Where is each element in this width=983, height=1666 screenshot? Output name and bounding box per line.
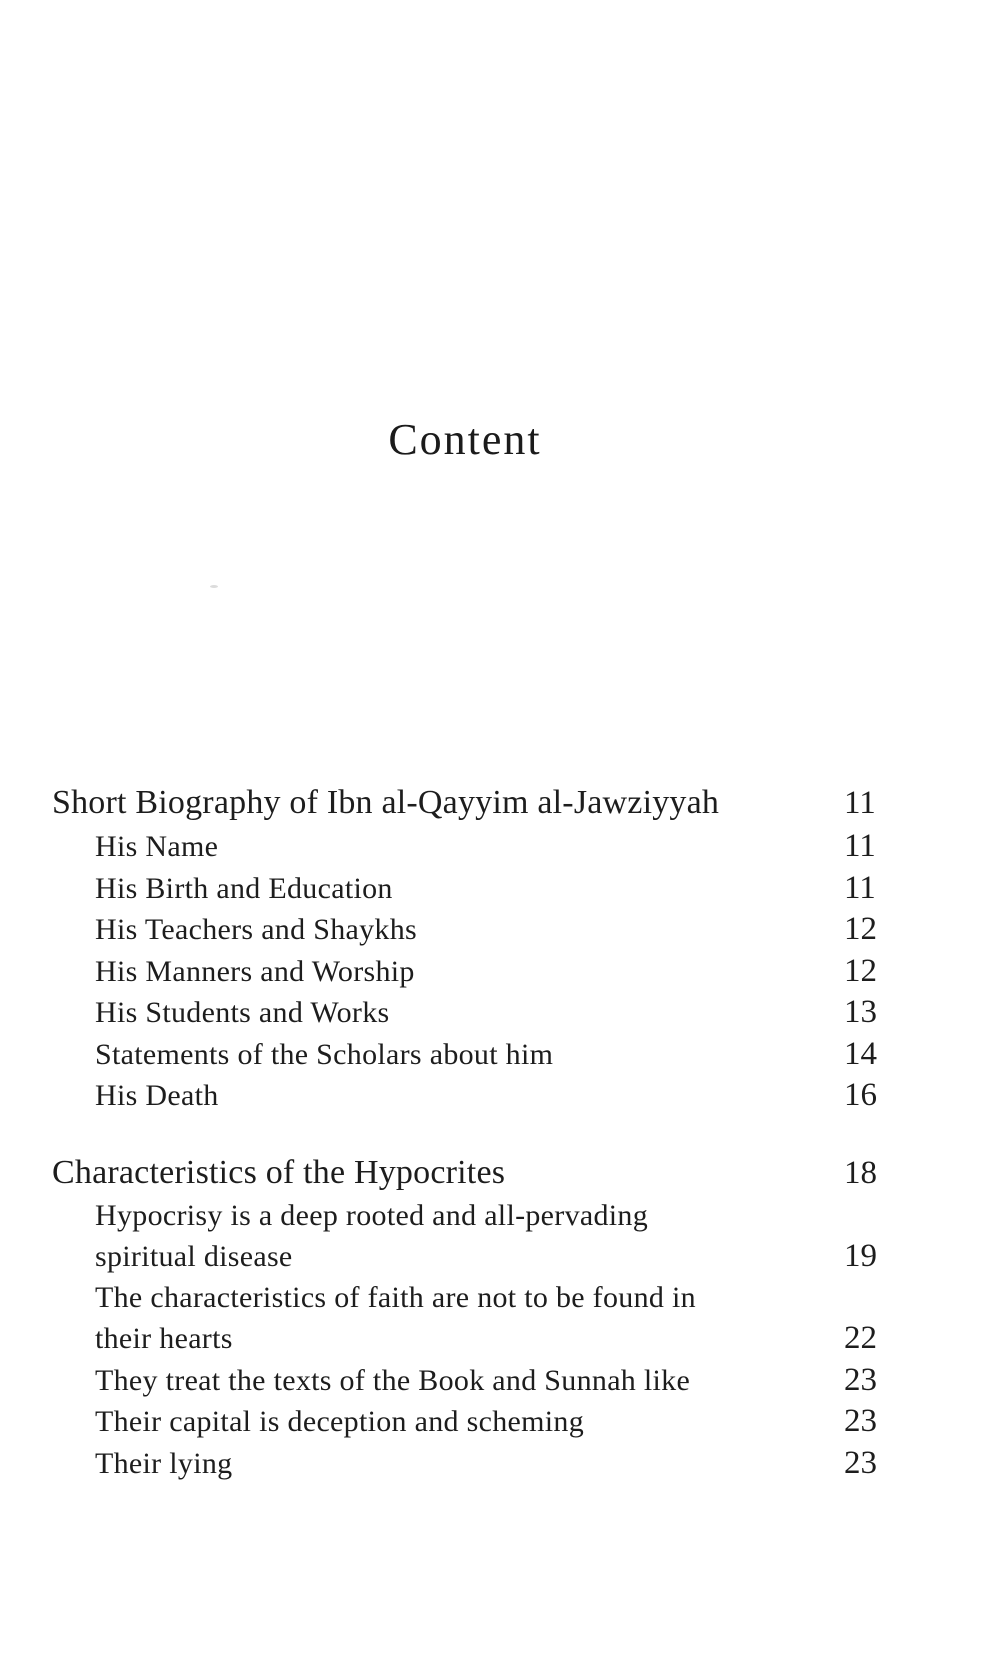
toc-page-number: 18 <box>844 1154 877 1191</box>
toc-entry <box>52 909 878 951</box>
toc-entry-label: His Name <box>95 830 219 863</box>
toc-entry-label: Their lying <box>95 1446 233 1480</box>
toc-entry-line <box>52 1196 878 1237</box>
toc-section-heading <box>52 1150 878 1196</box>
toc-entry <box>52 1075 878 1117</box>
toc-page-number: 12 <box>844 911 877 947</box>
toc-entry-label: His Birth and Education <box>95 871 393 905</box>
toc-page-number: 12 <box>844 952 877 989</box>
toc-entry <box>52 1360 878 1402</box>
toc-page-number: 23 <box>844 1403 877 1439</box>
toc-entry <box>52 1443 878 1485</box>
toc-page-number: 11 <box>844 869 876 906</box>
toc-section-heading-label: Short Biography of Ibn al-Qayyim al-Jawziyyah <box>52 784 720 821</box>
toc-entry <box>52 1401 878 1443</box>
toc-page-number: 19 <box>844 1238 877 1274</box>
toc-entry-label: spiritual disease <box>95 1240 293 1273</box>
toc-page-number: 11 <box>844 785 876 821</box>
toc-entry-label: Hypocrisy is a deep rooted and all-pervading <box>95 1198 649 1232</box>
toc-page-number: 13 <box>844 994 877 1030</box>
toc-entry-label: They treat the texts of the Book and Sunnah like <box>95 1363 691 1397</box>
toc-page-number: 23 <box>844 1444 877 1481</box>
toc-entry <box>52 1034 878 1076</box>
toc-entry <box>52 826 878 868</box>
toc-section-heading <box>52 780 878 826</box>
toc-page-number: 16 <box>844 1077 877 1113</box>
toc-entry-line <box>52 1236 878 1278</box>
toc-entry-label: their hearts <box>95 1322 233 1355</box>
toc-entry-label: His Death <box>95 1079 219 1112</box>
toc-entry-label: His Students and Works <box>95 996 390 1029</box>
toc-entry-label: Their capital is deception and scheming <box>95 1405 585 1438</box>
toc-entry-line <box>52 1278 878 1319</box>
toc-page-number: 23 <box>844 1361 877 1398</box>
toc-entry-label: Statements of the Scholars about him <box>95 1037 554 1071</box>
toc-entry-label: His Manners and Worship <box>95 954 415 988</box>
toc-entry-label: His Teachers and Shaykhs <box>95 913 417 946</box>
toc-entry-label: The characteristics of faith are not to be found in <box>95 1280 696 1314</box>
toc-page-number: 14 <box>844 1035 877 1072</box>
scan-artifact-speck <box>210 585 218 588</box>
toc-entry-line <box>52 1318 878 1360</box>
toc-entry <box>52 951 878 993</box>
toc-page-number: 11 <box>844 828 876 864</box>
page-title: Content <box>388 415 542 464</box>
toc-entry <box>52 868 878 910</box>
toc-entry <box>52 992 878 1034</box>
table-of-contents <box>52 780 878 1484</box>
toc-section-heading-label: Characteristics of the Hypocrites <box>52 1153 506 1191</box>
toc-page-number: 22 <box>844 1320 877 1356</box>
